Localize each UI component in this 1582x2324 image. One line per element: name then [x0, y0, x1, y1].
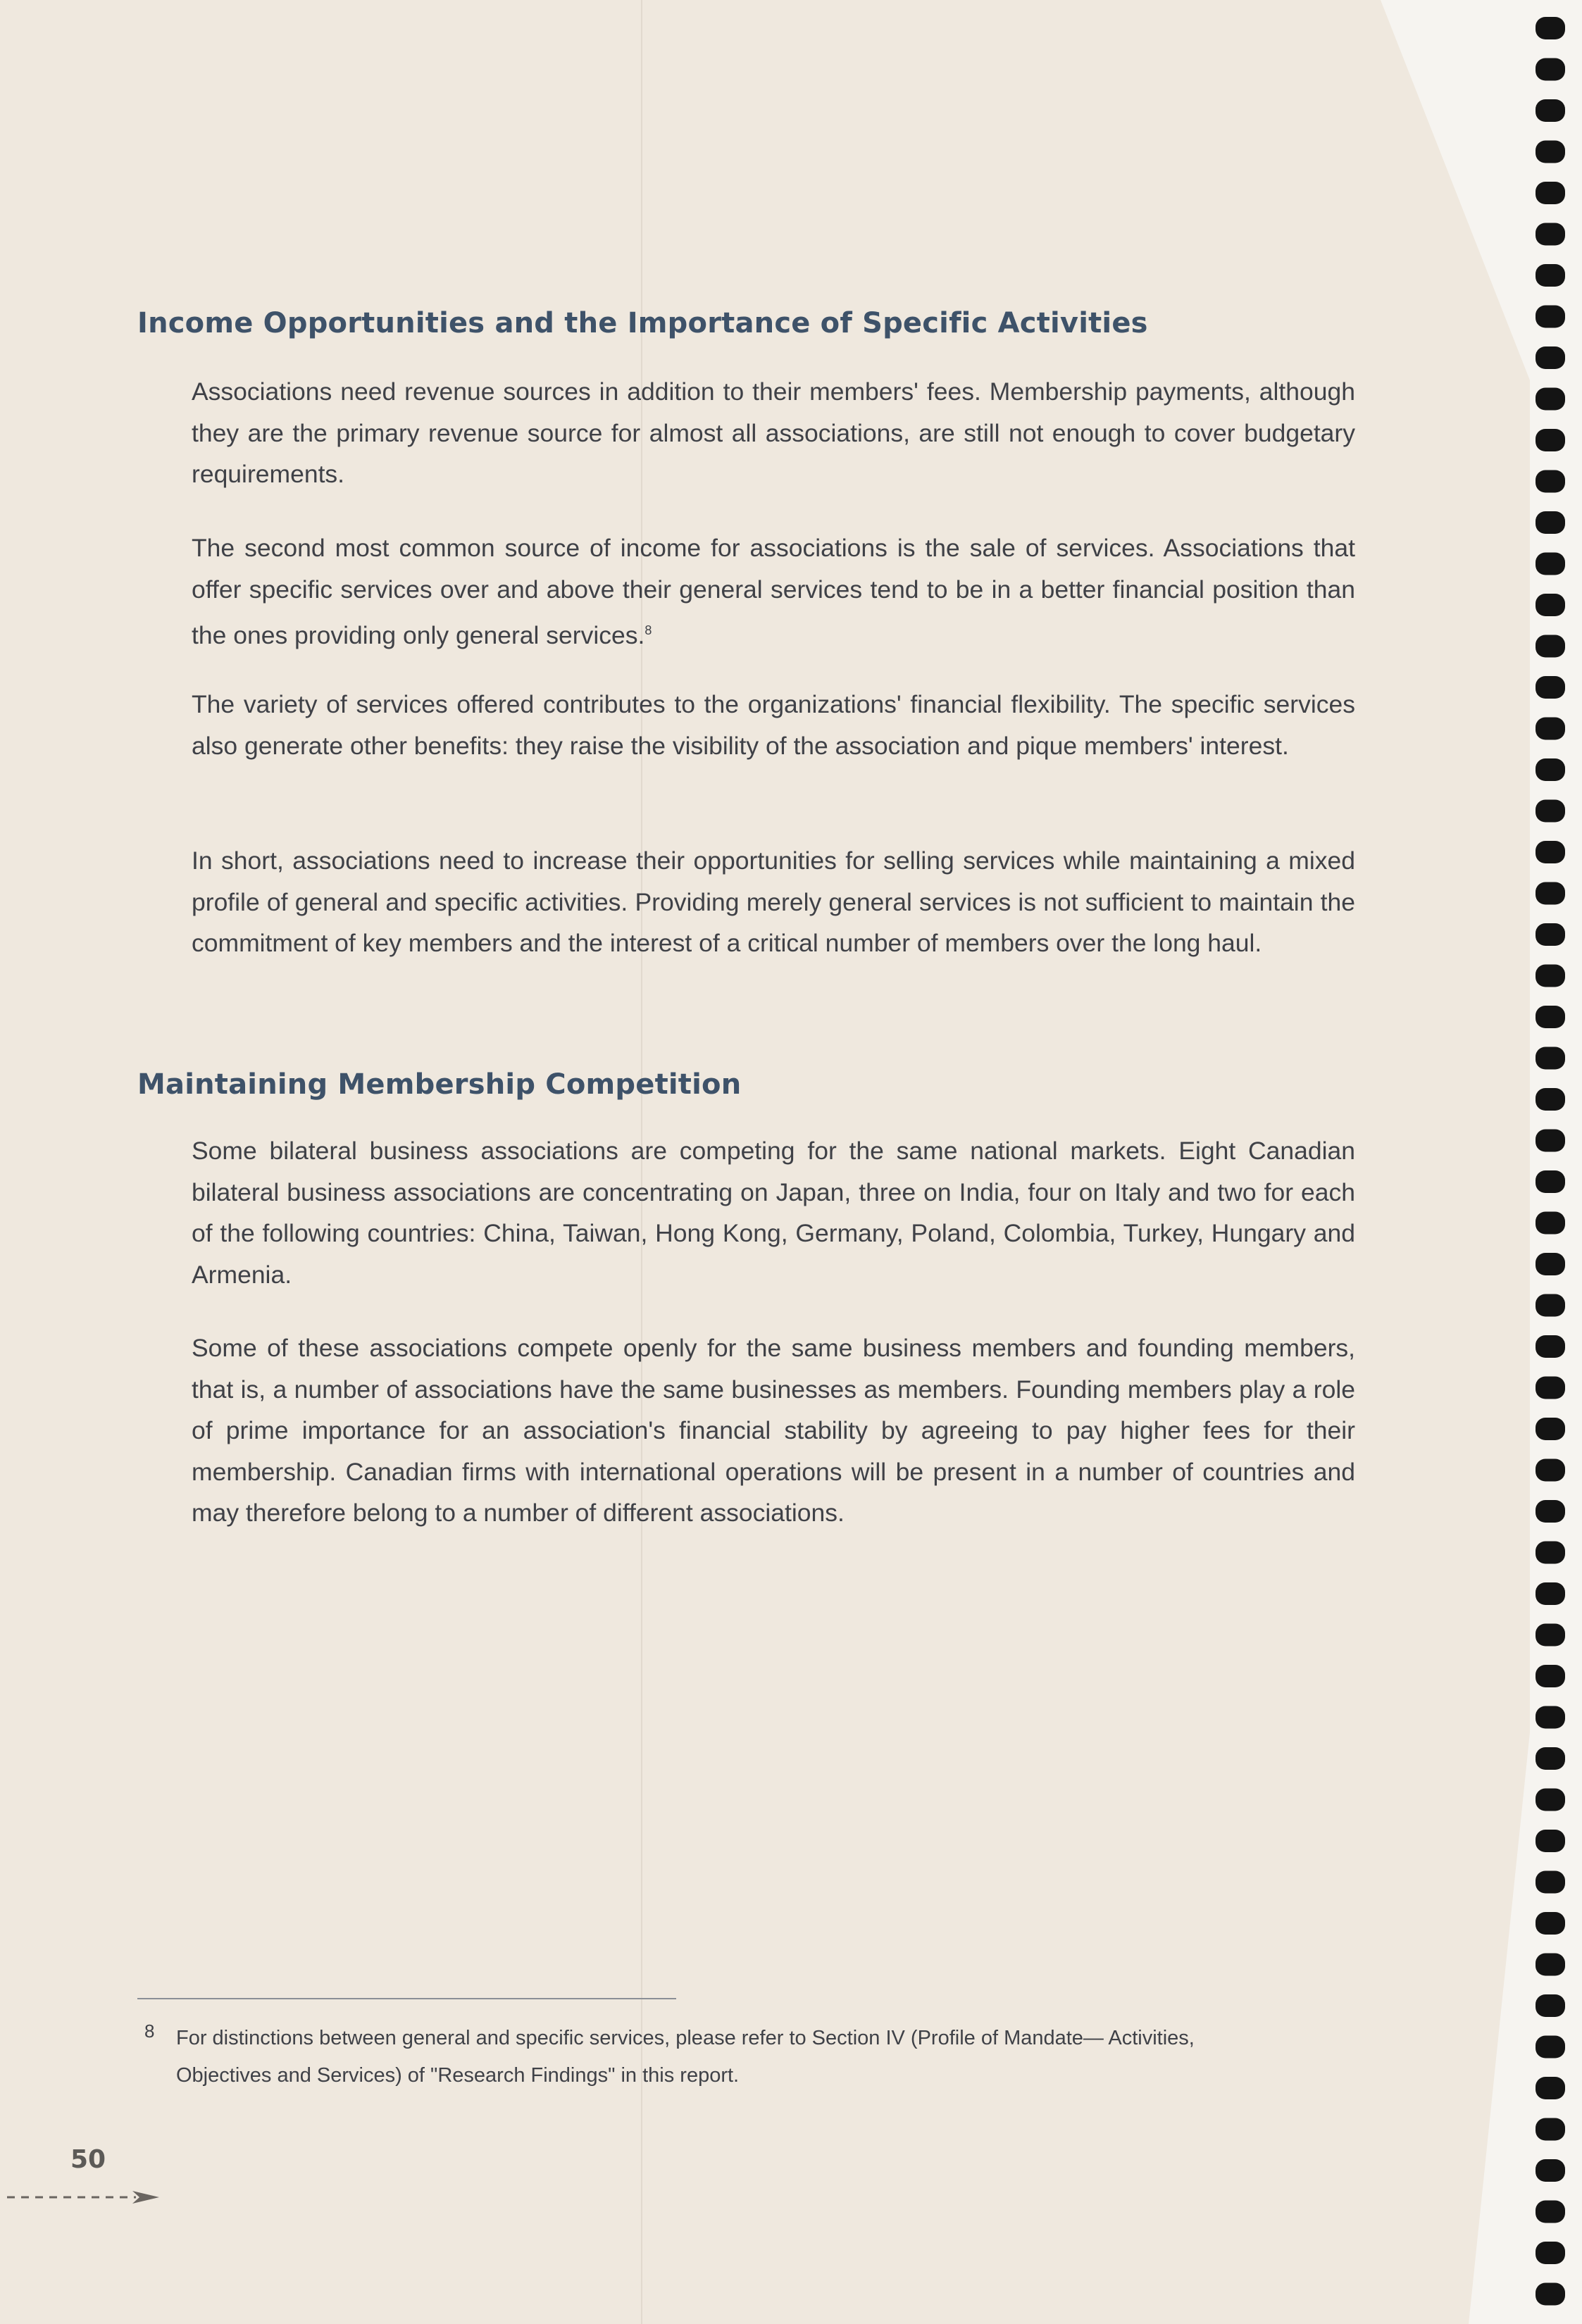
binding-hole	[1536, 1212, 1565, 1235]
binding-hole	[1536, 1418, 1565, 1440]
binding-hole	[1536, 2201, 1565, 2223]
binding-hole	[1536, 511, 1565, 534]
binding-hole	[1536, 58, 1565, 81]
binding-hole	[1536, 1500, 1565, 1523]
binding-hole	[1536, 470, 1565, 493]
binding-hole	[1536, 1871, 1565, 1894]
binding-hole	[1536, 923, 1565, 946]
paragraph-6: Some of these associations compete openly for the same business members and founding members, that is, a number of associations have the same businesses as members. Founding members play a role of prime importance for an association's financial stability by agreeing to pay higher fees for their membership. Canadian firms with international operations will be present in a number of countries and may therefore belong to a number of different associations.	[192, 1334, 1355, 1527]
binding-hole	[1536, 1088, 1565, 1111]
binding-hole	[1536, 1130, 1565, 1152]
binding-hole	[1536, 635, 1565, 658]
binding-hole	[1536, 758, 1565, 781]
binding-hole	[1536, 1047, 1565, 1070]
binding-hole	[1536, 965, 1565, 987]
paragraph-2: The second most common source of income for associations is the sale of services. Associations that offer specific services over and above their general services tend to be in a better financial position than the ones providing only general services.$^8$	[192, 534, 1355, 649]
spiral-binding	[1530, 7, 1572, 2324]
paragraph-4: In short, associations need to increase their opportunities for selling services while maintaining a mixed profile of general and specific activities. Providing merely general services is not sufficient to maintain the commitment of key members and the interest of a critical number of members over the long haul.	[192, 846, 1355, 957]
binding-hole	[1536, 1789, 1565, 1811]
binding-hole	[1536, 718, 1565, 740]
paragraph-3: The variety of services offered contributes to the organizations' financial flexibility. The specific services also generate other benefits: they raise the visibility of the association and pique members' interest.	[192, 690, 1355, 760]
paragraph-5: Some bilateral business associations are competing for the same national markets. Eight Canadian bilateral business associations are concentrating on Japan, three on India, four on Italy and two for each of the following countries: China, Taiwan, Hong Kong, Germany, Poland, Colombia, Turkey, Hungary and Armenia.	[192, 1137, 1355, 1289]
binding-hole	[1536, 306, 1565, 328]
binding-hole	[1536, 1830, 1565, 1852]
binding-hole	[1536, 1624, 1565, 1647]
binding-hole	[1536, 99, 1565, 122]
binding-hole	[1536, 841, 1565, 863]
binding-hole	[1536, 2077, 1565, 2099]
footnote-reference: 8	[644, 623, 652, 637]
binding-hole	[1536, 800, 1565, 823]
dashed-arrow-icon	[6, 2189, 161, 2206]
binding-hole	[1536, 1954, 1565, 1976]
binding-hole	[1536, 1994, 1565, 2017]
binding-hole	[1536, 1253, 1565, 1275]
binding-hole	[1536, 1912, 1565, 1935]
binding-hole	[1536, 1665, 1565, 1687]
binding-hole	[1536, 1006, 1565, 1028]
section-heading-membership: Maintaining Membership Competition	[137, 1068, 742, 1101]
binding-hole	[1536, 264, 1565, 287]
footnote-text: For distinctions between general and specific services, please refer to Section IV (Profile of Mandate— Activities, Objectives and Services) of "Research Findings" in this report.	[176, 2027, 1195, 2087]
binding-hole	[1536, 1706, 1565, 1729]
binding-hole	[1536, 1294, 1565, 1317]
binding-hole	[1536, 882, 1565, 905]
binding-hole	[1536, 2242, 1565, 2264]
binding-hole	[1536, 223, 1565, 246]
binding-hole	[1536, 17, 1565, 39]
binding-hole	[1536, 676, 1565, 699]
binding-hole	[1536, 2283, 1565, 2306]
binding-hole	[1536, 2118, 1565, 2141]
binding-hole	[1536, 429, 1565, 451]
section-heading-income: Income Opportunities and the Importance of Specific Activities	[137, 307, 1148, 339]
binding-hole	[1536, 2036, 1565, 2059]
binding-hole	[1536, 594, 1565, 616]
binding-hole	[1536, 1170, 1565, 1193]
footnote-rule	[137, 1998, 676, 1999]
paragraph-1: Associations need revenue sources in addition to their members' fees. Membership payments, although they are the primary revenue source for almost all associations, are still not enough to cover budgetary requirements.	[192, 377, 1355, 488]
binding-hole	[1536, 2159, 1565, 2182]
binding-hole	[1536, 1582, 1565, 1605]
binding-hole	[1536, 1747, 1565, 1770]
page-number: 50	[70, 2145, 106, 2174]
binding-hole	[1536, 1459, 1565, 1482]
binding-hole	[1536, 141, 1565, 163]
binding-hole	[1536, 1335, 1565, 1358]
binding-hole	[1536, 182, 1565, 204]
binding-hole	[1536, 553, 1565, 575]
footnote-number: 8	[144, 2020, 155, 2042]
binding-hole	[1536, 1542, 1565, 1564]
binding-hole	[1536, 1377, 1565, 1399]
binding-hole	[1536, 346, 1565, 369]
binding-hole	[1536, 388, 1565, 411]
